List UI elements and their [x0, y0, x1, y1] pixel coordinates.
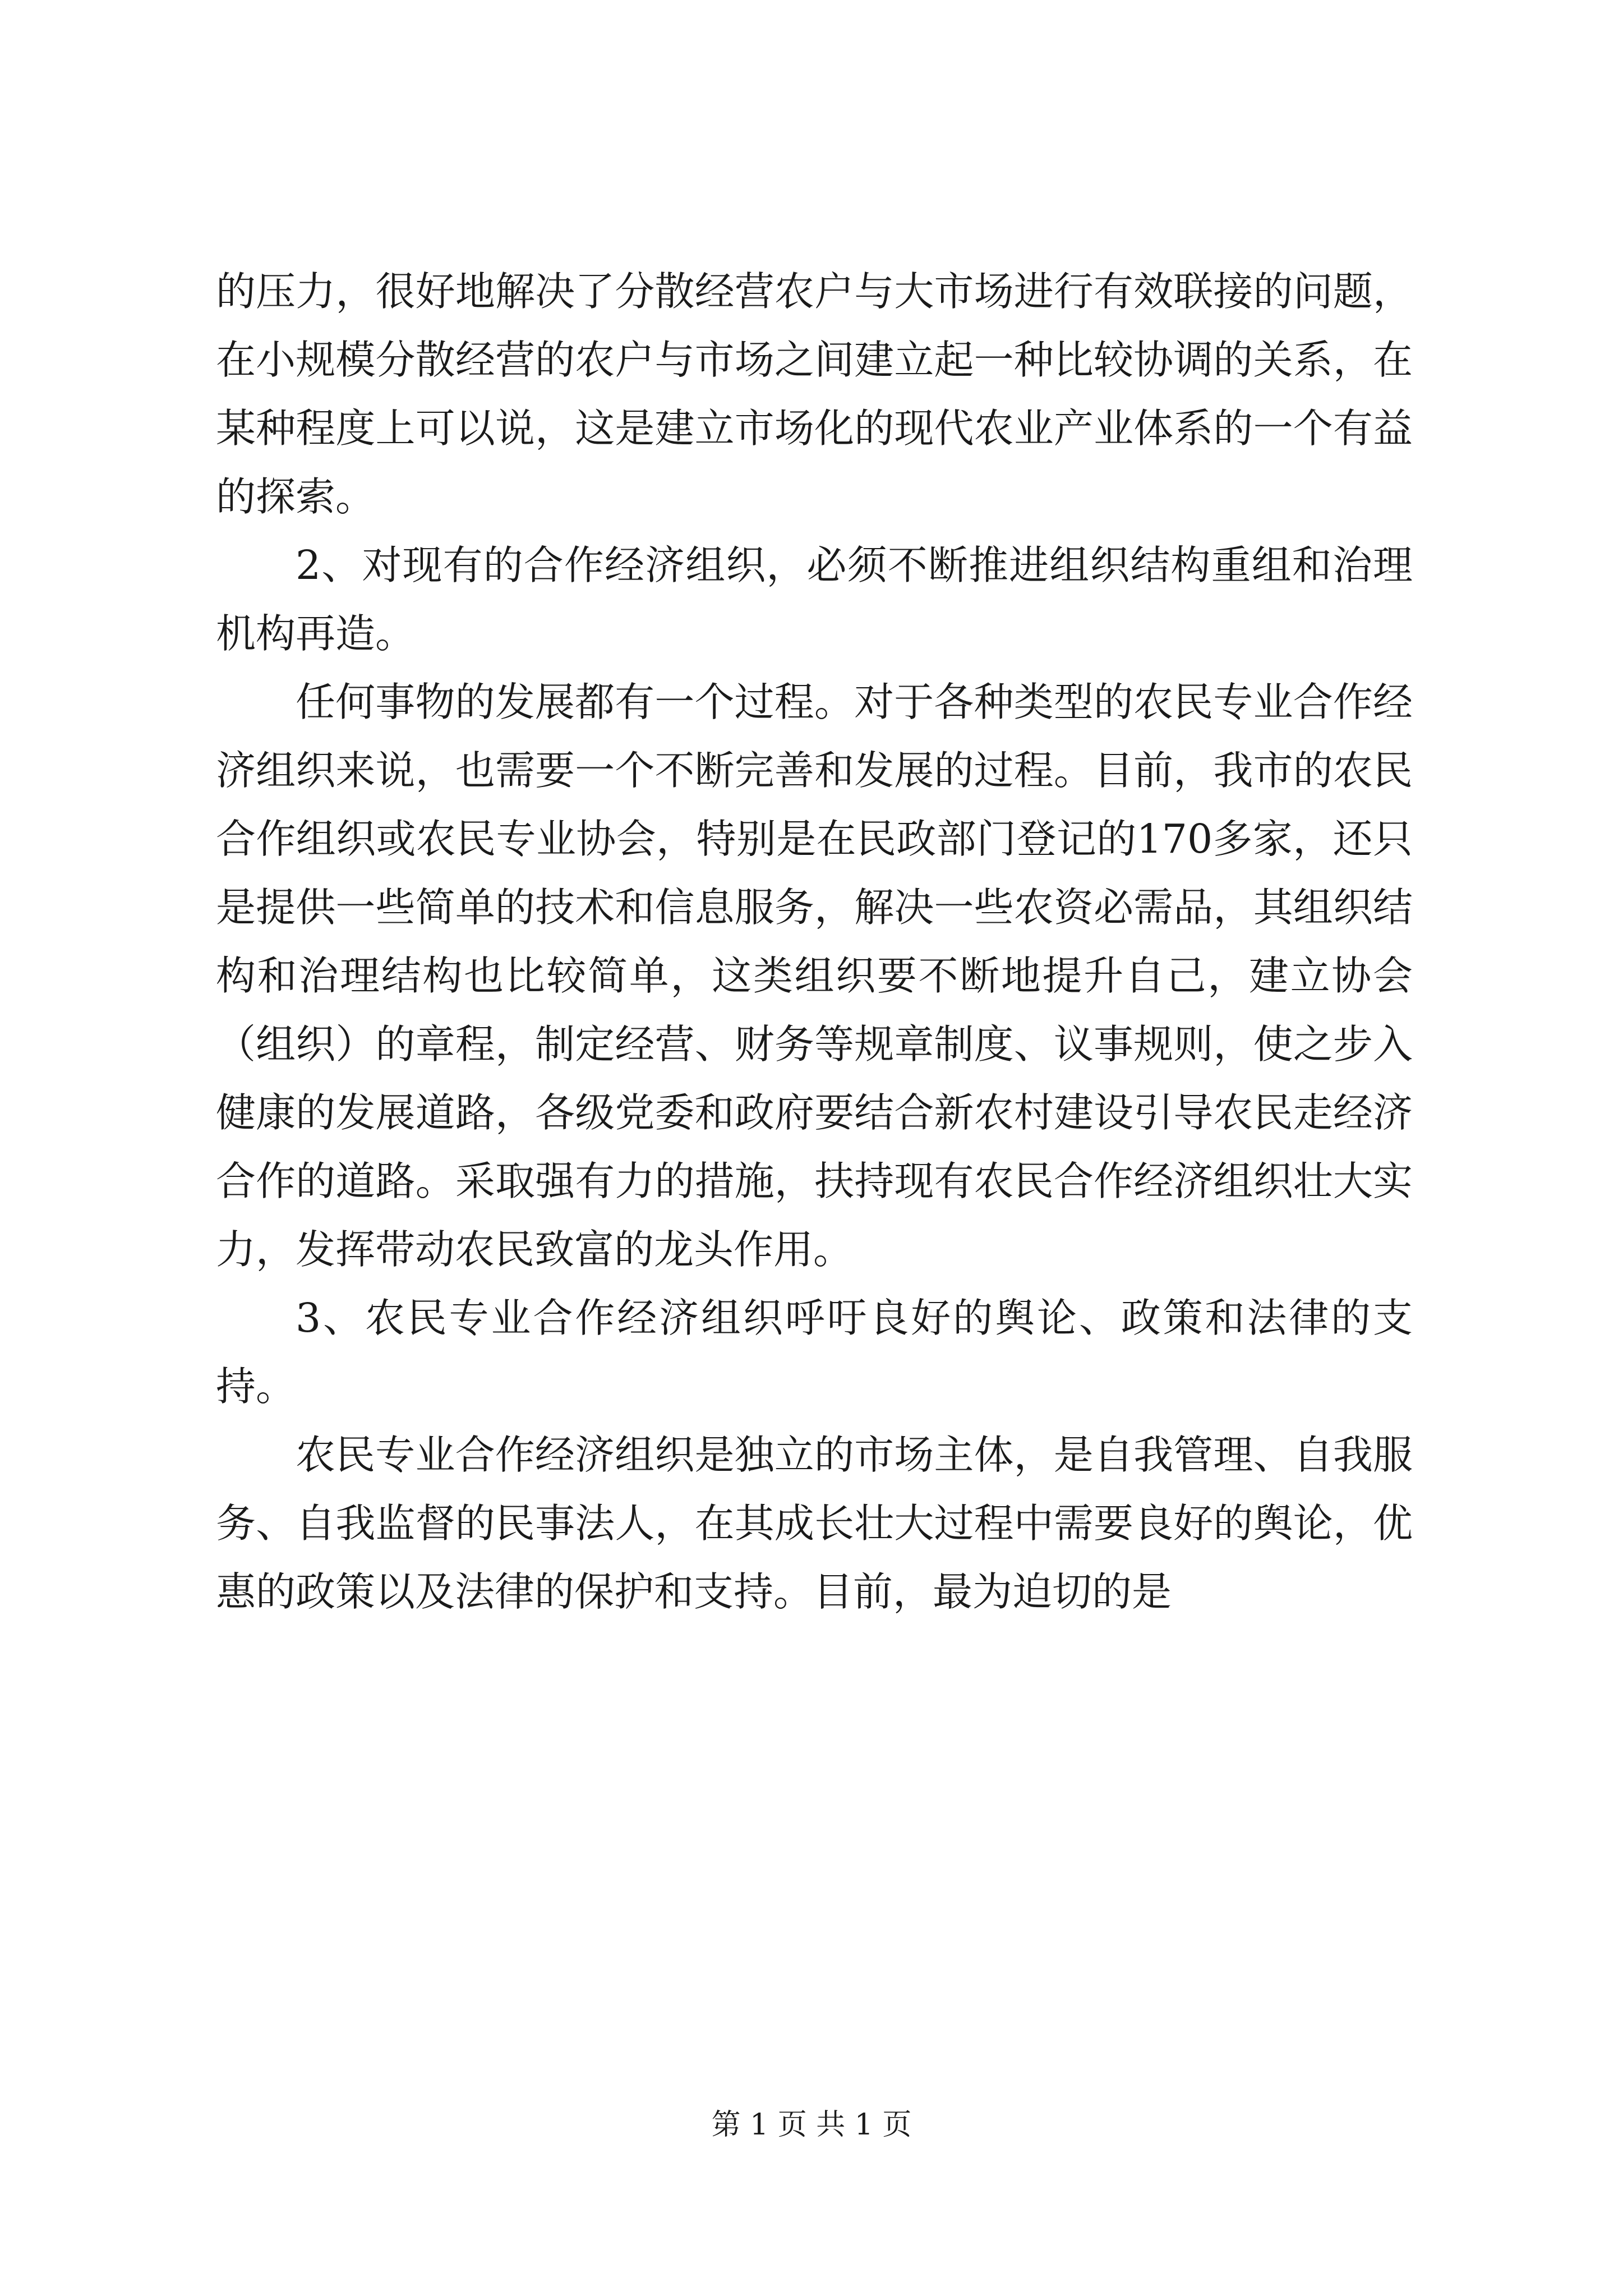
paragraph-body: 任何事物的发展都有一个过程。对于各种类型的农民专业合作经济组织来说，也需要一个不断完善和发展的过程。目前，我市的农民合作组织或农民专业协会，特别是在民政部门登记的170多家，还只是提供一些简单的技术和信息服务，解决一些农资必需品，其组织结构和治理结构也比较简单，这类组织要不断地提升自己，建立协会（组织）的章程，制定经营、财务等规章制度、议事规则，使之步入健康的发展道路，各级党委和政府要结合新农村建设引导农民走经济合作的道路。采取强有力的措施，扶持现有农民合作经济组织壮大实力，发挥带动农民致富的龙头作用。 [216, 679, 1413, 1273]
body-text [216, 257, 1413, 1626]
page-footer: 第 1 页 共 1 页 [711, 2108, 912, 2142]
paragraph-heading-2: 2、对现有的合作经济组织，必须不断推进组织结构重组和治理机构再造。 [216, 542, 1413, 657]
paragraph-continuation: 的压力，很好地解决了分散经营农户与大市场进行有效联接的问题，在小规模分散经营的农户与市场之间建立起一种比较协调的关系，在某种程度上可以说，这是建立市场化的现代农业产业体系的一个有益的探索。 [216, 268, 1413, 520]
paragraph-body: 农民专业合作经济组织是独立的市场主体，是自我管理、自我服务、自我监督的民事法人，在其成长壮大过程中需要良好的舆论，优惠的政策以及法律的保护和支持。目前，最为迫切的是 [216, 1432, 1413, 1615]
paragraph-heading-3: 3、农民专业合作经济组织呼吁良好的舆论、政策和法律的支持。 [216, 1295, 1413, 1410]
